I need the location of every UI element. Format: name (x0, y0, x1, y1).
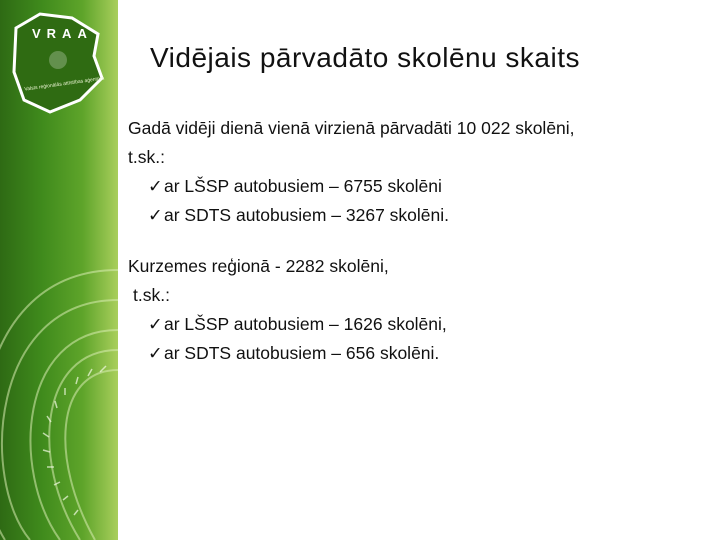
slide-body (128, 114, 688, 368)
checkmark-icon: ✓ (148, 205, 163, 225)
logo-subtitle: Valsts reģionālās attīstības aģentūra (24, 75, 105, 93)
list-item (128, 339, 688, 368)
paragraph-intro-cont: t.sk.: (133, 285, 170, 305)
list-item-text: ar LŠSP autobusiem – 1626 skolēni, (164, 314, 447, 334)
list-item (128, 310, 688, 339)
decorative-side-band (0, 0, 118, 540)
paragraph-national (128, 114, 688, 230)
list-item-text: ar LŠSP autobusiem – 6755 skolēni (164, 176, 442, 196)
logo-text: VRAA (32, 26, 93, 41)
paragraph-intro: Gadā vidēji dienā vienā virzienā pārvadāti 10 022 skolēni, (128, 118, 575, 138)
vraa-logo (10, 8, 106, 120)
list-item (128, 201, 688, 230)
paragraph-kurzeme (128, 252, 688, 368)
paragraph-intro: Kurzemes reģionā - 2282 skolēni, (128, 256, 389, 276)
list-item-text: ar SDTS autobusiem – 656 skolēni. (164, 343, 440, 363)
list-item (128, 172, 688, 201)
checkmark-icon: ✓ (148, 176, 163, 196)
paragraph-intro-cont: t.sk.: (128, 147, 165, 167)
list-item-text: ar SDTS autobusiem – 3267 skolēni. (164, 205, 450, 225)
slide-title: Vidējais pārvadāto skolēnu skaits (150, 42, 581, 73)
checkmark-icon: ✓ (148, 314, 163, 334)
checkmark-icon: ✓ (148, 343, 163, 363)
